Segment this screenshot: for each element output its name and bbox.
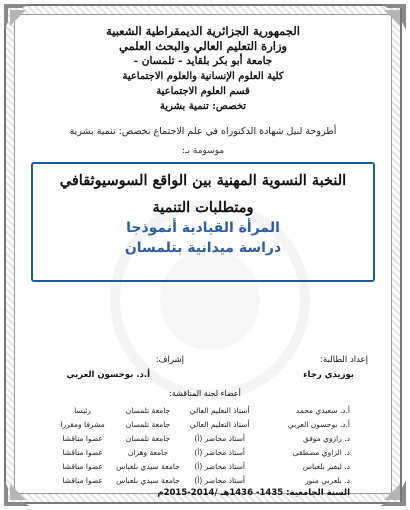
jury-title: أعضاء لجنة المناقشة: [169,389,241,398]
university-header: جامعة أبو بكر بلقايد - تلمسان - [133,55,273,67]
jury-name: أ.د. سعيدي محمد [295,405,350,415]
jury-institution: جامعة سيدي بلعباس [116,475,180,485]
corner-ornament-icon [2,478,32,508]
supervisor-name: أ.د. بوحسون العربي [66,370,150,380]
table-row [52,445,352,459]
table-row [52,459,352,473]
titled-label: موسومة بـ: [181,146,225,156]
jury-rank: أستاذ محاضر (أ) [194,461,245,471]
faculty-header: كلية العلوم الإنسانية والعلوم الاجتماعية [122,71,284,82]
department-header: قسم العلوم الاجتماعية [156,86,250,97]
jury-institution: جامعة وهران [127,447,169,457]
republic-header: الجمهورية الجزائرية الديمقراطية الشعبية [106,24,300,38]
jury-rank: أستاذ التعليم العالي [189,405,250,415]
jury-rank: أستاذ محاضر (أ) [194,475,245,485]
supervisor-label: إشراف: [155,355,184,365]
title-line-1: النخبة النسوية المهنية بين الواقع السوسيوثقافي [59,172,347,189]
jury-rank: أستاذ محاضر (أ) [194,433,245,443]
specialty-header: تخصص: تنمية بشرية [159,101,247,112]
jury-institution: جامعة تلمسان [125,433,171,443]
jury-name: د. بلعربي منور [305,475,350,485]
table-row [52,417,352,431]
student-label: إعداد الطالبة: [320,355,368,365]
jury-role: عضوا مناقشا [62,461,103,471]
jury-role: عضوا مناقشا [62,475,103,485]
jury-rank: أستاذ التعليم العالي [189,419,250,429]
jury-institution: جامعة تلمسان [125,405,171,415]
jury-name: أ.د. بوحسون العربي [287,419,350,429]
student-name: بوزيدي رجاء [303,370,354,380]
jury-rank: أستاذ محاضر (أ) [194,447,245,457]
table-row [52,473,352,487]
thesis-statement: أطروحة لنيل شهادة الدكتوراه في علم الاجتماع تخصص: تنمية بشرية [69,126,337,137]
jury-name: د. الزاوي مصطفى [292,447,350,457]
jury-role: عضوا مناقشا [62,433,103,443]
title-line-2: ومتطلبات التنمية [152,199,254,216]
jury-role: مشرفا ومقررا [60,419,105,429]
cover-content [22,18,384,282]
jury-table [52,403,352,487]
jury-role: عضوا مناقشا [62,447,103,457]
table-row [52,403,352,417]
title-line-3: المرأة القيادية أنموذجا [126,220,280,236]
jury-institution: جامعة سيدي بلعباس [116,461,180,471]
ministry-header: وزارة التعليم العالي والبحث العلمي [118,39,288,53]
academic-year: السنة الجامعية: 1435- 1436هـ /2014-2015م [157,488,350,498]
jury-name: د. زازوي موفق [302,433,350,443]
title-box [31,162,375,282]
jury-institution: جامعة تلمسان [125,419,171,429]
jury-name: د. ليفير بلعباس [302,461,350,471]
table-row [52,431,352,445]
title-line-4: دراسة ميدانية بتلمسان [124,240,282,256]
corner-ornament-icon [378,478,408,508]
jury-role: رئيسا [74,405,92,415]
